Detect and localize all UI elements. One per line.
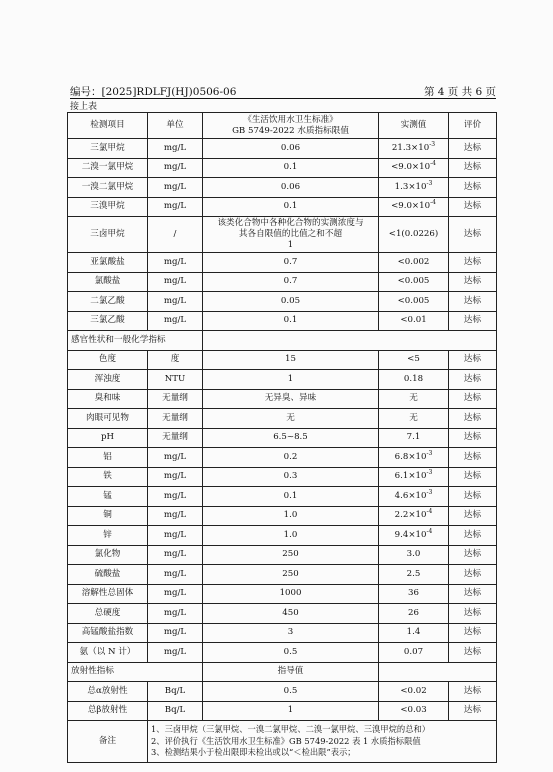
item-name: 氯酸盐 bbox=[68, 272, 148, 292]
measured-value bbox=[379, 701, 449, 721]
item-name: 三溴甲烷 bbox=[68, 197, 148, 217]
value-exponent: -4 bbox=[430, 160, 436, 168]
item-name: 臭和味 bbox=[68, 389, 148, 409]
measured-value bbox=[379, 526, 449, 546]
document-number: 编号：[2025]RDLFJ(HJ)0506-06 bbox=[70, 86, 237, 98]
standard-limit: 250 bbox=[203, 565, 379, 585]
unit: mg/L bbox=[148, 272, 203, 292]
value-mantissa: 7.1 bbox=[406, 432, 421, 443]
item-name: 二氯乙酸 bbox=[68, 292, 148, 312]
value-mantissa: 无 bbox=[409, 412, 418, 423]
table-row bbox=[68, 643, 497, 663]
measured-value bbox=[379, 253, 449, 273]
standard-limit: 1.0 bbox=[203, 506, 379, 526]
value-exponent: -4 bbox=[426, 527, 433, 535]
value-mantissa: 0.07 bbox=[403, 646, 424, 657]
value-mantissa: <9.0×10 bbox=[391, 201, 431, 212]
measured-value: <1(0.0226) bbox=[379, 217, 449, 253]
measured-value bbox=[379, 370, 449, 390]
value-mantissa: <0.005 bbox=[397, 276, 430, 287]
limit-line: 1 bbox=[287, 240, 294, 250]
evaluation: 达标 bbox=[449, 158, 497, 178]
unit: Bq/L bbox=[148, 682, 203, 702]
standard-limit: 0.1 bbox=[203, 311, 379, 331]
measured-value bbox=[379, 545, 449, 565]
value-mantissa: 无 bbox=[409, 393, 418, 404]
notes-text bbox=[148, 721, 497, 763]
table-row bbox=[68, 604, 497, 624]
evaluation: 达标 bbox=[449, 565, 497, 585]
table-row bbox=[68, 506, 497, 526]
measured-value bbox=[379, 604, 449, 624]
standard-limit: 0.1 bbox=[203, 158, 379, 178]
standard-limit: 15 bbox=[203, 350, 379, 370]
measured-value bbox=[379, 467, 449, 487]
value-mantissa: 2.5 bbox=[406, 568, 421, 579]
standard-limit bbox=[203, 217, 379, 253]
standard-limit: 0.5 bbox=[203, 643, 379, 663]
unit: mg/L bbox=[148, 643, 203, 663]
unit: mg/L bbox=[148, 311, 203, 331]
value-mantissa: 26 bbox=[408, 607, 419, 618]
value-mantissa: 4.6×10 bbox=[394, 490, 427, 501]
measured-value bbox=[379, 197, 449, 217]
section-title: 放射性指标 bbox=[68, 662, 203, 682]
column-header-standard bbox=[203, 113, 379, 139]
unit: mg/L bbox=[148, 448, 203, 468]
column-header-unit: 单位 bbox=[148, 113, 203, 139]
value-mantissa: 36 bbox=[408, 588, 419, 599]
value-exponent: -3 bbox=[426, 488, 433, 496]
measured-value bbox=[379, 389, 449, 409]
evaluation: 达标 bbox=[449, 643, 497, 663]
standard-limit: 450 bbox=[203, 604, 379, 624]
evaluation: 达标 bbox=[449, 448, 497, 468]
measured-value bbox=[379, 565, 449, 585]
measured-value bbox=[379, 292, 449, 312]
note-line: 3、检测结果小于检出限即未检出或以“＜检出限”表示； bbox=[151, 747, 356, 758]
unit: mg/L bbox=[148, 197, 203, 217]
item-name: 锌 bbox=[68, 526, 148, 546]
unit: mg/L bbox=[148, 584, 203, 604]
value-mantissa: 1.4 bbox=[406, 627, 421, 638]
section-blank bbox=[379, 662, 497, 682]
table-row bbox=[68, 701, 497, 721]
item-name: 氯化物 bbox=[68, 545, 148, 565]
table-row bbox=[68, 272, 497, 292]
guide-value-label: 指导值 bbox=[203, 662, 379, 682]
value-mantissa: 1.3×10 bbox=[394, 181, 427, 192]
item-name: 锰 bbox=[68, 487, 148, 507]
item-name: 总α放射性 bbox=[68, 682, 148, 702]
page-header bbox=[70, 84, 496, 99]
item-name: 浑浊度 bbox=[68, 370, 148, 390]
item-name: pH bbox=[68, 428, 148, 448]
unit: / bbox=[148, 217, 203, 253]
notes-row bbox=[68, 721, 497, 763]
evaluation: 达标 bbox=[449, 292, 497, 312]
evaluation: 达标 bbox=[449, 178, 497, 198]
item-name: 氨（以 N 计） bbox=[68, 643, 148, 663]
unit: 无量纲 bbox=[148, 428, 203, 448]
standard-limit: 0.06 bbox=[203, 178, 379, 198]
table-row bbox=[68, 623, 497, 643]
table-row bbox=[68, 178, 497, 198]
unit: mg/L bbox=[148, 623, 203, 643]
item-name: 总硬度 bbox=[68, 604, 148, 624]
table-row bbox=[68, 584, 497, 604]
table-row bbox=[68, 409, 497, 429]
evaluation: 达标 bbox=[449, 311, 497, 331]
value-mantissa: 9.4×10 bbox=[394, 529, 427, 540]
standard-limit: 1.0 bbox=[203, 526, 379, 546]
measured-value bbox=[379, 350, 449, 370]
evaluation: 达标 bbox=[449, 272, 497, 292]
evaluation: 达标 bbox=[449, 487, 497, 507]
evaluation: 达标 bbox=[449, 526, 497, 546]
measured-value bbox=[379, 158, 449, 178]
table-row bbox=[68, 565, 497, 585]
evaluation: 达标 bbox=[449, 389, 497, 409]
standard-limit: 250 bbox=[203, 545, 379, 565]
table-row bbox=[68, 292, 497, 312]
item-name: 铝 bbox=[68, 448, 148, 468]
evaluation: 达标 bbox=[449, 701, 497, 721]
limit-line: 其各自限值的比值之和不超 bbox=[238, 229, 343, 239]
value-mantissa: <0.03 bbox=[400, 705, 427, 716]
section-blank bbox=[203, 331, 497, 351]
unit: mg/L bbox=[148, 178, 203, 198]
standard-limit: 6.5~8.5 bbox=[203, 428, 379, 448]
measured-value bbox=[379, 487, 449, 507]
measured-value bbox=[379, 448, 449, 468]
evaluation: 达标 bbox=[449, 253, 497, 273]
item-name: 二溴一氯甲烷 bbox=[68, 158, 148, 178]
standard-limit: 0.5 bbox=[203, 682, 379, 702]
table-row bbox=[68, 526, 497, 546]
value-mantissa: 0.18 bbox=[403, 373, 424, 384]
item-name: 铜 bbox=[68, 506, 148, 526]
measured-value bbox=[379, 682, 449, 702]
evaluation: 达标 bbox=[449, 217, 497, 253]
value-mantissa: <0.002 bbox=[397, 256, 430, 267]
value-mantissa: <0.02 bbox=[400, 685, 427, 696]
section-row-radio bbox=[68, 662, 497, 682]
unit: mg/L bbox=[148, 526, 203, 546]
item-name: 铁 bbox=[68, 467, 148, 487]
value-mantissa: 3.0 bbox=[406, 549, 421, 560]
table-row bbox=[68, 139, 497, 159]
standard-limit: 无异臭、异味 bbox=[203, 389, 379, 409]
water-quality-table bbox=[67, 112, 497, 763]
standard-limit: 0.06 bbox=[203, 139, 379, 159]
evaluation: 达标 bbox=[449, 467, 497, 487]
item-name: 高锰酸盐指数 bbox=[68, 623, 148, 643]
evaluation: 达标 bbox=[449, 428, 497, 448]
evaluation: 达标 bbox=[449, 584, 497, 604]
item-name: 三卤甲烷 bbox=[68, 217, 148, 253]
item-name: 三氯甲烷 bbox=[68, 139, 148, 159]
unit: mg/L bbox=[148, 467, 203, 487]
item-name: 色度 bbox=[68, 350, 148, 370]
section-row-sensory bbox=[68, 331, 497, 351]
table-row bbox=[68, 448, 497, 468]
unit: 度 bbox=[148, 350, 203, 370]
evaluation: 达标 bbox=[449, 370, 497, 390]
standard-limit: 0.1 bbox=[203, 487, 379, 507]
unit: mg/L bbox=[148, 292, 203, 312]
measured-value bbox=[379, 623, 449, 643]
standard-limit: 1 bbox=[203, 701, 379, 721]
column-header-evaluation: 评价 bbox=[449, 113, 497, 139]
section-title: 感官性状和一般化学指标 bbox=[68, 331, 203, 351]
value-exponent: -3 bbox=[426, 449, 433, 457]
value-mantissa: 6.8×10 bbox=[394, 451, 427, 462]
note-line: 1、三卤甲烷（三氯甲烷、一溴二氯甲烷、二溴一氯甲烷、三溴甲烷的总和） bbox=[151, 724, 431, 735]
table-row bbox=[68, 467, 497, 487]
value-exponent: -4 bbox=[430, 199, 436, 207]
item-name: 三氯乙酸 bbox=[68, 311, 148, 331]
table-row bbox=[68, 253, 497, 273]
page-info: 第 4 页 共 6 页 bbox=[423, 86, 496, 98]
measured-value bbox=[379, 643, 449, 663]
measured-value bbox=[379, 178, 449, 198]
unit: NTU bbox=[148, 370, 203, 390]
table-row-thm bbox=[68, 217, 497, 253]
measured-value bbox=[379, 139, 449, 159]
standard-limit: 1000 bbox=[203, 584, 379, 604]
unit: 无量纲 bbox=[148, 389, 203, 409]
unit: mg/L bbox=[148, 158, 203, 178]
value-mantissa: 6.1×10 bbox=[394, 471, 427, 482]
table-row bbox=[68, 197, 497, 217]
table-row bbox=[68, 370, 497, 390]
standard-limit: 0.7 bbox=[203, 253, 379, 273]
standard-title: 《生活饮用水卫生标准》 bbox=[243, 114, 338, 125]
unit: Bq/L bbox=[148, 701, 203, 721]
evaluation: 达标 bbox=[449, 506, 497, 526]
unit: mg/L bbox=[148, 253, 203, 273]
evaluation: 达标 bbox=[449, 623, 497, 643]
standard-limit: 0.7 bbox=[203, 272, 379, 292]
standard-limit: 3 bbox=[203, 623, 379, 643]
evaluation: 达标 bbox=[449, 197, 497, 217]
evaluation: 达标 bbox=[449, 350, 497, 370]
continuation-label: 接上表 bbox=[70, 102, 98, 112]
value-exponent: -3 bbox=[429, 140, 436, 148]
standard-limit: 1 bbox=[203, 370, 379, 390]
notes-label: 备注 bbox=[68, 721, 148, 763]
measured-value bbox=[379, 584, 449, 604]
table-row bbox=[68, 389, 497, 409]
item-name: 肉眼可见物 bbox=[68, 409, 148, 429]
value-exponent: -3 bbox=[426, 469, 433, 477]
standard-limit: 0.1 bbox=[203, 197, 379, 217]
item-name: 硫酸盐 bbox=[68, 565, 148, 585]
standard-limit: 无 bbox=[203, 409, 379, 429]
table-row bbox=[68, 545, 497, 565]
item-name: 亚氯酸盐 bbox=[68, 253, 148, 273]
note-line: 2、评价执行《生活饮用水卫生标准》GB 5749-2022 表 1 水质指标限值 bbox=[151, 735, 421, 746]
unit: mg/L bbox=[148, 565, 203, 585]
standard-limit: 0.2 bbox=[203, 448, 379, 468]
table-row bbox=[68, 311, 497, 331]
unit: mg/L bbox=[148, 506, 203, 526]
column-header-measured: 实测值 bbox=[379, 113, 449, 139]
value-mantissa: 21.3×10 bbox=[391, 142, 430, 153]
value-mantissa: <0.005 bbox=[397, 295, 430, 306]
value-exponent: -4 bbox=[426, 508, 433, 516]
table-header-row bbox=[68, 113, 497, 139]
value-mantissa: <0.01 bbox=[400, 315, 427, 326]
value-mantissa: <9.0×10 bbox=[391, 162, 431, 173]
unit: mg/L bbox=[148, 139, 203, 159]
unit: mg/L bbox=[148, 604, 203, 624]
value-mantissa: <5 bbox=[407, 354, 420, 365]
item-name: 总β放射性 bbox=[68, 701, 148, 721]
evaluation: 达标 bbox=[449, 409, 497, 429]
measured-value bbox=[379, 311, 449, 331]
evaluation: 达标 bbox=[449, 139, 497, 159]
limit-line: 该类化合物中各种化合物的实测浓度与 bbox=[217, 218, 364, 228]
value-mantissa: 2.2×10 bbox=[394, 510, 427, 521]
value-exponent: -3 bbox=[426, 179, 433, 187]
table-row bbox=[68, 158, 497, 178]
standard-subtitle: GB 5749-2022 水质指标限值 bbox=[232, 125, 349, 136]
evaluation: 达标 bbox=[449, 604, 497, 624]
measured-value bbox=[379, 272, 449, 292]
measured-value bbox=[379, 506, 449, 526]
item-name: 一溴二氯甲烷 bbox=[68, 178, 148, 198]
measured-value bbox=[379, 409, 449, 429]
unit: mg/L bbox=[148, 487, 203, 507]
standard-limit: 0.05 bbox=[203, 292, 379, 312]
standard-limit: 0.3 bbox=[203, 467, 379, 487]
evaluation: 达标 bbox=[449, 545, 497, 565]
column-header-item: 检测项目 bbox=[68, 113, 148, 139]
item-name: 溶解性总固体 bbox=[68, 584, 148, 604]
table-row bbox=[68, 682, 497, 702]
measured-value bbox=[379, 428, 449, 448]
unit: 无量纲 bbox=[148, 409, 203, 429]
evaluation: 达标 bbox=[449, 682, 497, 702]
unit: mg/L bbox=[148, 545, 203, 565]
table-row bbox=[68, 428, 497, 448]
table-row bbox=[68, 487, 497, 507]
table-row bbox=[68, 350, 497, 370]
